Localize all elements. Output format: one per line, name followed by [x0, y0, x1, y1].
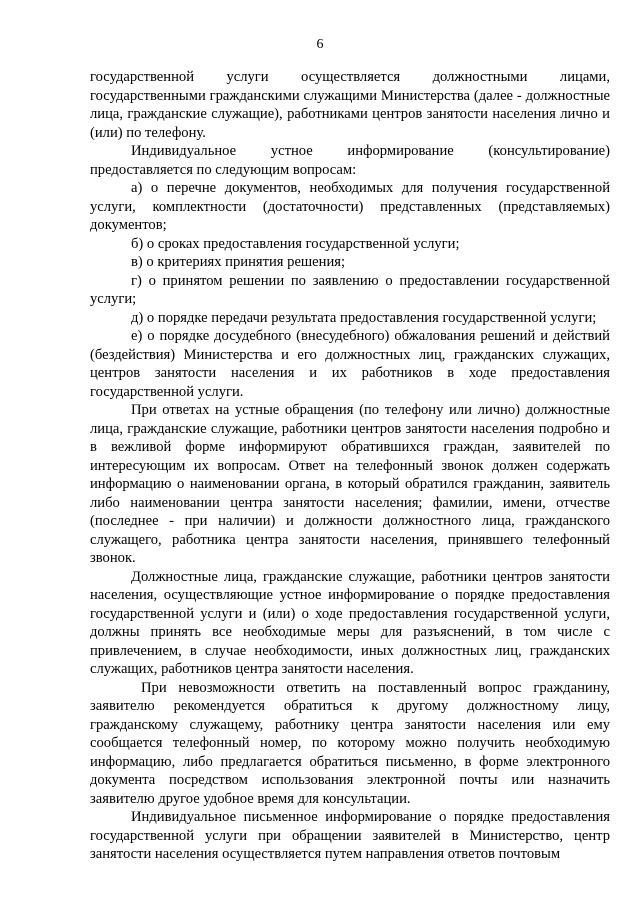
- list-item-b: б) о сроках предоставления государственной услуги;: [131, 235, 460, 252]
- list-item-v: в) о критериях принятия решения;: [131, 254, 346, 270]
- list-item-d: д) о порядке передачи результата предоставления государственной услуги;: [131, 309, 597, 326]
- page-number: 6: [316, 37, 324, 52]
- paragraph-written-info: Индивидуальное письменное информирование о порядке предоставления государственной услуги при обращении заявителей в Министерство, центр занятости населения осуществляется путем направления ответов почтовым: [90, 809, 610, 862]
- list-item-e: е) о порядке досудебного (внесудебного) обжалования решений и действий (бездействия) Министерства и его должностных лиц, гражданских служащих, центров занятости населения и их работников в ходе предоставления государственной услуги.: [90, 328, 610, 400]
- paragraph-officials-duties: Должностные лица, гражданские служащие, работники центров занятости населения, осуществляющие устное информирование о порядке предоставления государственной услуги и (или) о ходе предоставления государственной услуги, должны принять все необходимые меры для разъяснений, в том числе с привлечением, в случае необходимости, иных должностных лиц, гражданских служащих, работников центра занятости населения.: [90, 568, 610, 677]
- paragraph-oral-consultation-intro: Индивидуальное устное информирование (консультирование) предоставляется по следующим вопросам:: [90, 143, 610, 178]
- paragraph-oral-answers: При ответах на устные обращения (по телефону или лично) должностные лица, гражданские служащие, работники центров занятости населения подробно и в вежливой форме информируют обратившихся граждан, заявителей по интересующим их вопросам. Ответ на телефонный звонок должен содержать информацию о наименовании органа, в который обратился гражданин, заявитель либо наименовании центра занятости населения; фамилии, имени, отчестве (последнее - при наличии) и должности должностного лица, гражданского служащего, работника центра занятости населения, принявшего телефонный звонок.: [90, 402, 610, 566]
- paragraph-continuation: государственной услуги осуществляется должностными лицами, государственными гражданскими служащими Министерства (далее - должностные лица, гражданские служащие), работниками центров занятости населения лично и (или) по телефону.: [90, 69, 610, 141]
- list-item-g: г) о принятом решении по заявлению о предоставлении государственной услуги;: [90, 272, 610, 307]
- list-item-a: а) о перечне документов, необходимых для получения государственной услуги, комплектности (достаточности) представленных (представляемых) документов;: [90, 180, 610, 233]
- document-body: [90, 68, 610, 864]
- paragraph-redirect: При невозможности ответить на поставленный вопрос гражданину, заявителю рекомендуется обратиться к другому должностному лицу, гражданскому служащему, работнику центра занятости населения или ему сообщается телефонный номер, по которому можно получить необходимую информацию, либо предлагается обратиться письменно, в форме электронного документа посредством использования электронной почты или назначить заявителю другое удобное время для консультации.: [90, 679, 610, 807]
